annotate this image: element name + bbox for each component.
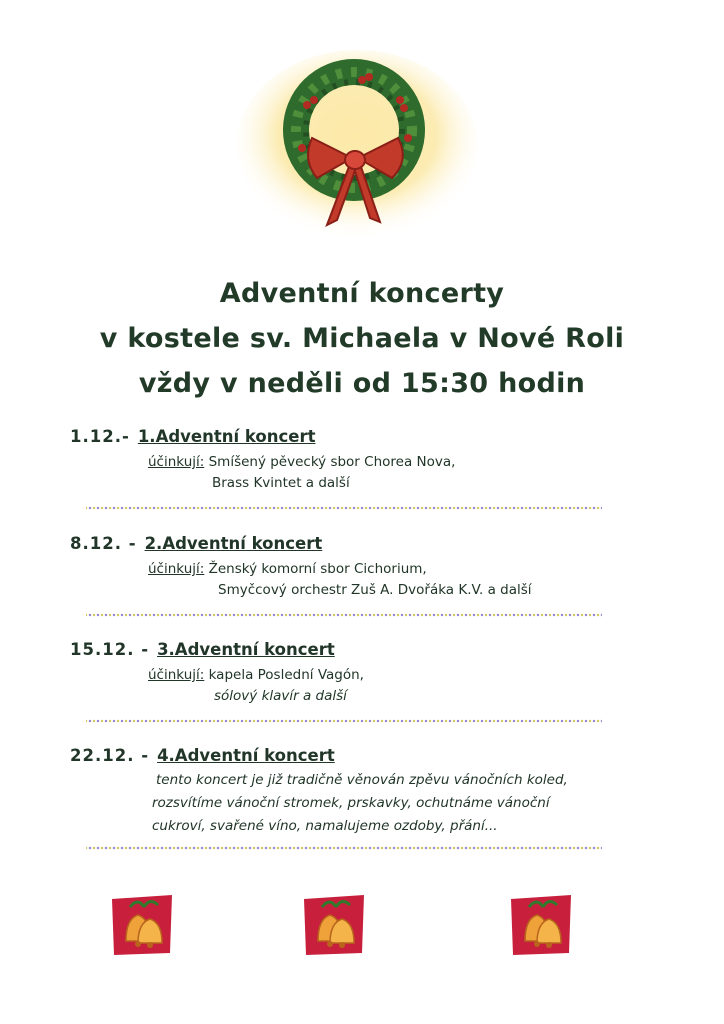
advent-wreath-icon [232,50,482,250]
dotted-divider [86,613,602,617]
concert-4-heading [70,746,335,765]
concert-1-performers-2: Brass Kvintet a další [212,475,350,491]
concert-1-heading [70,427,316,446]
concert-1-date: 1.12.- [70,427,130,446]
page-title-line-1: Adventní koncerty [219,278,505,309]
concert-3-performers-2: sólový klavír a další [214,688,347,704]
concert-3-date: 15.12. - [70,640,150,659]
concert-2-heading [70,534,322,553]
christmas-bell-icon [507,893,575,957]
performers-label: účinkují: [148,667,205,683]
concert-3-performers-1: kapela Poslední Vagón, [208,667,364,683]
page-title-line-3: vždy v neděli od 15:30 hodin [138,368,586,399]
page-title-line-2: v kostele sv. Michaela v Nové Roli [99,323,625,354]
concert-1-performers-1: Smíšený pěvecký sbor Chorea Nova, [208,454,456,470]
dotted-divider [86,846,602,850]
concert-3-line-1 [148,667,364,683]
performers-label: účinkují: [148,561,205,577]
dotted-divider [86,506,602,510]
performers-label: účinkují: [148,454,205,470]
concert-1-name: 1.Adventní koncert [137,427,316,446]
concert-4-date: 22.12. - [70,746,150,765]
christmas-bell-icon [300,893,368,957]
christmas-bell-icon [108,893,176,957]
concert-2-performers-2: Smyčcový orchestr Zuš A. Dvořáka K.V. a další [218,582,532,598]
concert-2-line-1 [148,561,427,577]
concert-3-heading [70,640,335,659]
concert-4-name: 4.Adventní koncert [157,746,335,765]
concert-1-line-1 [148,454,455,470]
concert-4-description-1: tento koncert je již tradičně věnován zpěvu vánočních koled, [156,772,568,788]
concert-3-name: 3.Adventní koncert [157,640,335,659]
concert-4-description-2: rozsvítíme vánoční stromek, prskavky, ochutnáme vánoční [152,795,550,811]
concert-2-performers-1: Ženský komorní sbor Cichorium, [208,561,427,577]
concert-2-name: 2.Adventní koncert [144,534,323,553]
dotted-divider [86,719,602,723]
concert-2-date: 8.12. - [70,534,137,553]
concert-4-description-3: cukroví, svařené víno, namalujeme ozdoby, přání... [152,818,498,834]
